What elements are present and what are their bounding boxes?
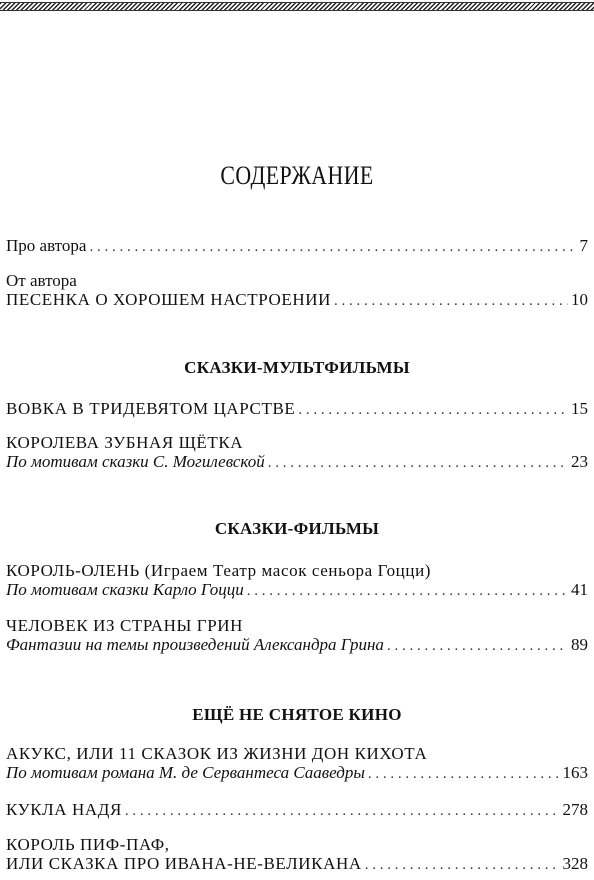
dot-leader [247,582,568,601]
toc-page-number: 328 [562,854,588,873]
toc-entry-title: КОРОЛЬ-ОЛЕНЬ (Играем Театр масок сеньора Гоцци) [6,561,432,580]
toc-page-number: 7 [579,236,588,255]
toc-entry-akuks[interactable] [6,744,588,782]
section-heading-unfilmed: ЕЩЁ НЕ СНЯТОЕ КИНО [192,705,402,724]
toc-entry-subtitle: По мотивам сказки Карло Гоцци [6,580,244,599]
page-title: СОДЕРЖАНИЕ [220,161,374,190]
toc-entry-title: КОРОЛЬ ПИФ-ПАФ, [6,835,170,854]
toc-entry-subtitle: Фантазии на темы произведений Александра Грина [6,635,384,654]
section-heading-films: СКАЗКИ-ФИЛЬМЫ [214,519,380,538]
toc-entry-queen-toothbrush[interactable] [6,433,588,471]
toc-entry-label: Про автора [6,236,87,255]
toc-entry-king-pif-paf[interactable] [6,835,588,873]
toc-page-number: 89 [571,635,588,654]
toc-page-number: 10 [571,290,588,309]
dot-leader [334,292,568,311]
toc-page-number: 163 [562,763,588,782]
dot-leader [368,765,560,784]
toc-entry-subtitle: По мотивам сказки С. Могилевской [6,452,265,471]
toc-entry-about-author[interactable] [6,236,588,255]
toc-entry-preface-label: От автора [6,271,77,290]
dot-leader [89,238,576,257]
dot-leader [365,856,560,875]
section-heading-cartoons: СКАЗКИ-МУЛЬТФИЛЬМЫ [184,358,410,377]
toc-entry-song[interactable] [6,271,588,309]
toc-entry-doll-nadya[interactable] [6,800,588,819]
toc-page-number: 41 [571,580,588,599]
toc-entry-label: КУКЛА НАДЯ [6,800,122,819]
dot-leader [268,454,568,473]
toc-page-number: 23 [571,452,588,471]
top-decorative-rule [0,2,594,11]
toc-entry-label: ПЕСЕНКА О ХОРОШЕМ НАСТРОЕНИИ [6,290,331,309]
dot-leader [125,802,560,821]
toc-entry-subtitle: По мотивам романа М. де Сервантеса Сааведры [6,763,365,782]
dot-leader [298,401,568,420]
toc-page-number: 15 [571,399,588,418]
toc-entry-vovka[interactable] [6,399,588,418]
toc-entry-title: АКУКС, ИЛИ 11 СКАЗОК ИЗ ЖИЗНИ ДОН КИХОТА [6,744,428,763]
dot-leader [387,637,568,656]
toc-entry-label: ВОВКА В ТРИДЕВЯТОМ ЦАРСТВЕ [6,399,296,418]
toc-entry-subtitle: ИЛИ СКАЗКА ПРО ИВАНА-НЕ-ВЕЛИКАНА [6,854,362,873]
toc-entry-king-deer[interactable] [6,561,588,599]
toc-entry-title: КОРОЛЕВА ЗУБНАЯ ЩЁТКА [6,433,244,452]
toc-entry-title: ЧЕЛОВЕК ИЗ СТРАНЫ ГРИН [6,616,244,635]
toc-entry-man-from-grin[interactable] [6,616,588,654]
toc-page-number: 278 [562,800,588,819]
